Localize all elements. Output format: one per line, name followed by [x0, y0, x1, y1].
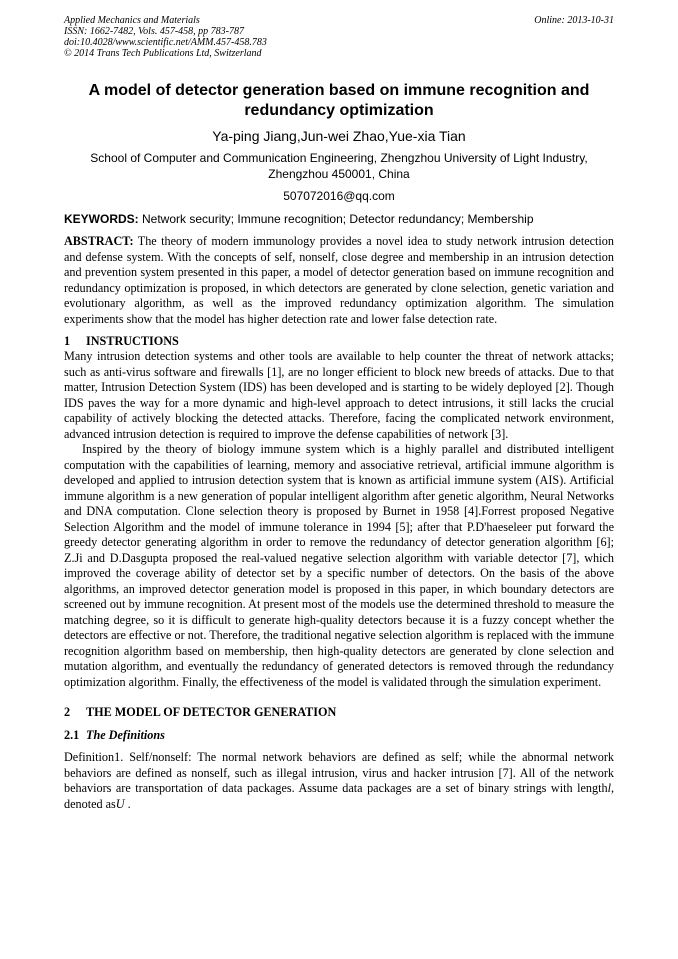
- online-date: Online: 2013-10-31: [534, 15, 614, 26]
- definition-1-mid: , denoted as: [64, 781, 614, 811]
- subsection-2-1-title: The Definitions: [86, 728, 165, 742]
- var-u: U: [115, 796, 125, 811]
- section-1-paragraph-1: Many intrusion detection systems and other tools are available to help counter the threat of network attacks; such as anti-virus software and firewalls [1], are no longer efficient to block new breeds of attacks. Due to that matter, Intrusion Detection System (IDS) has been developed and is starting to be widely deployed [2]. Though IDS paves the way for a more dynamic and high-level approach to detect intrusions, it still lacks the crucial capability of actively blocking the detected attacks. Therefore, facing the complicated network environment, advanced intrusion detection is required to improve the defense capabilities of network [3].: [64, 349, 614, 441]
- author-email: 507072016@qq.com: [283, 189, 395, 203]
- journal-header: [64, 15, 614, 59]
- doi-line: doi:10.4028/www.scientific.net/AMM.457-458.783: [64, 37, 267, 48]
- journal-name: Applied Mechanics and Materials: [64, 15, 200, 26]
- keywords: [64, 211, 614, 227]
- keywords-label: KEYWORDS:: [64, 212, 139, 226]
- abstract: [64, 234, 614, 327]
- subsection-2-1-number: 2.1: [64, 728, 80, 742]
- issn-line: ISSN: 1662-7482, Vols. 457-458, pp 783-787: [64, 26, 244, 37]
- section-1-heading: [64, 333, 614, 349]
- section-2-number: 2: [64, 705, 71, 719]
- author-list: Ya-ping Jiang,Jun-wei Zhao,Yue-xia Tian: [212, 128, 466, 144]
- section-1-title: INSTRUCTIONS: [86, 334, 179, 348]
- abstract-text: The theory of modern immunology provides a novel idea to study network intrusion detection and defense system. With the concepts of self, nonself, close degree and membership in an intrusion detection and prevention system presented in this paper, a model of detector generation based on immune recognition and redundancy optimization is proposed, in which detectors are generated by clone selection, genetic variation and evolutionary algorithm, as well as the improved redundancy optimization algorithm. The simulation experiments show that the model has higher detection rate and lower false detection rate.: [64, 234, 614, 326]
- abstract-label: ABSTRACT:: [64, 234, 134, 248]
- section-1-paragraph-2: Inspired by the theory of biology immune system which is a highly parallel and distributed intelligent computation with the capabilities of learning, memory and associative retrieval, artificial immune algorithm is developed and applied to intrusion detection system that is known as artificial immune system (AIS). Artificial immune algorithm is a new generation of popular intelligent algorithm after genetic algorithm, Neural Networks and DNA computation. Clone selection theory is proposed by Burnet in 1958 [4].Forrest proposed Negative Selection Algorithm and the model of immune tolerance in 1994 [5]; after that P.D'haeseleer put forward the greedy detector generating algorithm in order to remove the redundancy of detector generation algorithm [6]; Z.Ji and D.Dasgupta proposed the real-valued negative selection algorithm with variable detector [7], which improved the coverage ability of detector set by a specific number of detectors. On the basis of the above algorithms, an improved detector generation model is proposed in this paper, in which boundary detectors are screened out by immune recognition. At present most of the models use the determined threshold to measure the matching degree, so it is difficult to generate high-quality detectors because it is a fuzzy concept whether the detectors are effective or not. Therefore, the traditional negative selection algorithm is replaced with the immune recognition algorithm based on membership, then high-quality detectors are generated by clone selection and mutation algorithm, and eventually the redundancy of generated detectors is removed through the redundancy optimization algorithm. Finally, the effectiveness of the model is validated through the simulation experiment.: [64, 442, 614, 689]
- paper-title: A model of detector generation based on immune recognition and redundancy optimization: [88, 82, 590, 119]
- definition-1-text: Definition1. Self/nonself: The normal network behaviors are defined as self; while the abnormal network behaviors are defined as nonself, such as illegal intrusion, virus and hacker intrusion [7]. All of the network behaviors are transportation of data packages. Assume data packages are a set of binary strings with length: [64, 750, 614, 795]
- section-2-title: THE MODEL OF DETECTOR GENERATION: [86, 705, 337, 719]
- var-l: l: [607, 781, 611, 795]
- copyright-line: © 2014 Trans Tech Publications Ltd, Switzerland: [64, 48, 262, 59]
- keywords-text: Network security; Immune recognition; Detector redundancy; Membership: [138, 212, 534, 226]
- affiliation: School of Computer and Communication Engineering, Zhengzhou University of Light Industry, Zhengzhou 450001, China: [90, 151, 588, 181]
- section-2-heading: [64, 704, 614, 720]
- subsection-2-1-heading: [64, 727, 614, 743]
- definition-1-end: .: [124, 796, 131, 811]
- section-1-number: 1: [64, 334, 71, 348]
- definition-1: [64, 750, 614, 812]
